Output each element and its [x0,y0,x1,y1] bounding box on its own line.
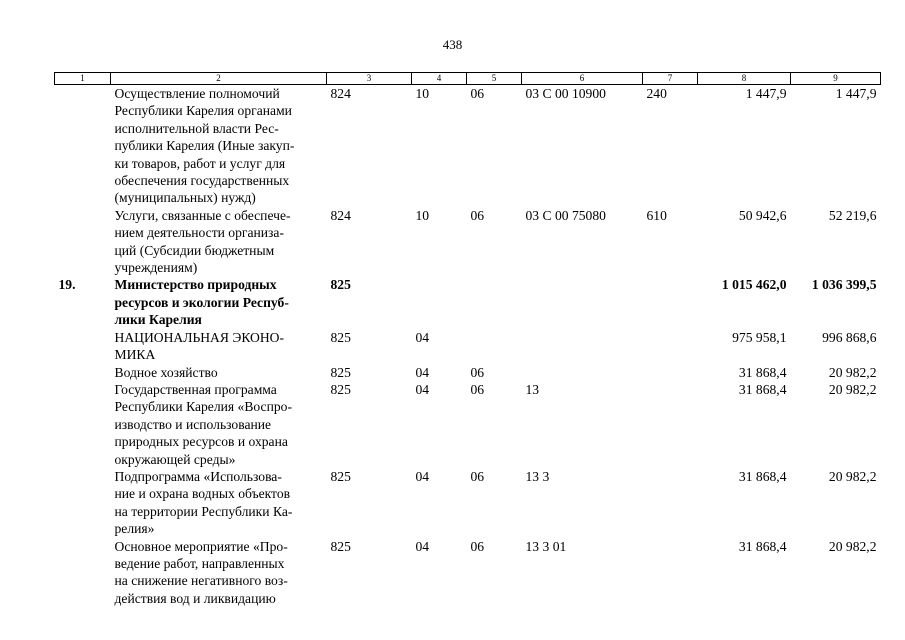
row-name [111,85,327,207]
grbs-code: 825 [330,538,351,554]
section-code: 04 [415,381,430,397]
row-name-line: на территории Республики Ка- [114,503,293,519]
subsection-code [467,276,522,328]
expense-type-code [643,538,698,608]
subsection-code: 06 [470,538,485,554]
row-number [55,85,111,207]
amount-year-1: 31 868,4 [738,381,787,397]
row-name-line: действия вод и ликвидацию [114,590,276,606]
table-row [55,364,881,381]
target-item-code: 13 3 01 [525,538,567,554]
row-name-line: природных ресурсов и охрана [114,434,288,450]
amount-year-2: 996 868,6 [822,329,877,345]
amount-year-1: 975 958,1 [732,329,787,345]
row-name-line: ций (Субсидии бюджетным [114,242,275,258]
row-name-line: обеспечения государственных [114,173,290,189]
row-name-line: лики Карелия [114,312,202,328]
row-name-line: ние и охрана водных объектов [114,486,291,502]
row-name-line: ведение работ, направленных [114,555,285,571]
row-name-line: Услуги, связанные с обеспече- [114,207,291,223]
page-number: 438 [442,37,463,52]
table-row [55,381,881,468]
row-name [111,468,327,538]
amount-year-2: 1 447,9 [835,86,877,101]
amount-year-2: 1 036 399,5 [811,277,877,293]
amount-year-1: 31 868,4 [738,538,787,554]
expense-type-code [643,381,698,468]
table-body [55,85,881,608]
subsection-code: 06 [470,364,485,380]
row-name [111,538,327,608]
amount-year-2: 20 982,2 [828,468,877,484]
grbs-code: 825 [330,364,351,380]
section-code [412,276,467,328]
subsection-code: 06 [470,207,485,223]
row-name-line: МИКА [114,347,156,363]
row-name-line: исполнительной власти Рес- [114,120,279,136]
target-item-code [522,276,643,328]
target-item-code: 03 С 00 75080 [525,207,606,223]
budget-table [54,72,881,607]
subsection-code [467,329,522,364]
row-number [55,329,111,364]
section-code: 10 [415,86,430,101]
row-name-line: (муниципальных) нужд) [114,190,256,206]
row-name-line: Основное мероприятие «Про- [114,538,288,554]
row-name [111,381,327,468]
expense-type-code: 240 [646,86,667,101]
amount-year-2: 20 982,2 [828,381,877,397]
row-number [55,538,111,608]
section-code: 04 [415,538,430,554]
row-name-line: Подпрограмма «Использова- [114,468,282,484]
table-row [55,329,881,364]
section-code: 04 [415,364,430,380]
amount-year-1: 31 868,4 [738,364,787,380]
amount-year-2: 20 982,2 [828,364,877,380]
row-name-line: Государственная программа [114,381,277,397]
row-name [111,207,327,277]
row-name-line: изводство и использование [114,416,272,432]
amount-year-1: 50 942,6 [738,207,787,223]
target-item-code: 13 [525,381,540,397]
target-item-code [522,329,643,364]
column-number-header [55,73,881,85]
row-name-line: нием деятельности организа- [114,225,284,241]
row-number [55,364,111,381]
target-item-code: 03 С 00 10900 [525,86,606,101]
row-number [55,381,111,468]
row-name-line: релия» [114,521,155,537]
subsection-code: 06 [470,381,485,397]
row-name-line: публики Карелия (Иные закуп- [114,138,295,154]
expense-type-code: 610 [646,207,667,223]
grbs-code: 825 [330,329,351,345]
table-row [55,85,881,207]
grbs-code: 825 [330,277,351,293]
table-row [55,207,881,277]
row-name-line: на снижение негативного воз- [114,573,288,589]
row-name-line: ресурсов и экологии Респуб- [114,294,289,310]
target-item-code: 13 3 [525,468,550,484]
row-name [111,364,327,381]
row-name [111,329,327,364]
column-header: 3 [327,73,412,85]
grbs-code: 825 [330,381,351,397]
row-name-line: учреждениям) [114,260,198,276]
amount-year-1: 1 447,9 [745,86,787,101]
expense-type-code [643,276,698,328]
row-name-line: НАЦИОНАЛЬНАЯ ЭКОНО- [114,329,285,345]
grbs-code: 824 [330,86,351,101]
table-row [55,468,881,538]
column-header: 1 [55,73,111,85]
row-name-line: Водное хозяйство [114,364,218,380]
subsection-code: 06 [470,468,485,484]
row-name [111,276,327,328]
target-item-code [522,364,643,381]
grbs-code: 824 [330,207,351,223]
column-header: 7 [643,73,698,85]
row-name-line: окружающей среды» [114,451,236,467]
column-header: 2 [111,73,327,85]
column-header: 5 [467,73,522,85]
expense-type-code [643,364,698,381]
table-row [55,276,881,328]
row-name-line: Министерство природных [114,277,277,293]
table-row [55,538,881,608]
section-code: 10 [415,207,430,223]
amount-year-2: 20 982,2 [828,538,877,554]
expense-type-code [643,329,698,364]
expense-type-code [643,468,698,538]
subsection-code: 06 [470,86,485,101]
row-name-line: Осуществление полномочий [114,86,280,101]
amount-year-2: 52 219,6 [828,207,877,223]
row-name-line: Республики Карелия органами [114,103,292,119]
section-code: 04 [415,329,430,345]
column-header: 9 [791,73,881,85]
row-name-line: ки товаров, работ и услуг для [114,155,286,171]
row-number [55,468,111,538]
column-header: 6 [522,73,643,85]
amount-year-1: 1 015 462,0 [721,277,787,293]
column-header: 8 [698,73,791,85]
section-code: 04 [415,468,430,484]
amount-year-1: 31 868,4 [738,468,787,484]
row-name-line: Республики Карелия «Воспро- [114,399,292,415]
row-number: 19. [58,277,76,293]
grbs-code: 825 [330,468,351,484]
row-number [55,207,111,277]
column-header: 4 [412,73,467,85]
